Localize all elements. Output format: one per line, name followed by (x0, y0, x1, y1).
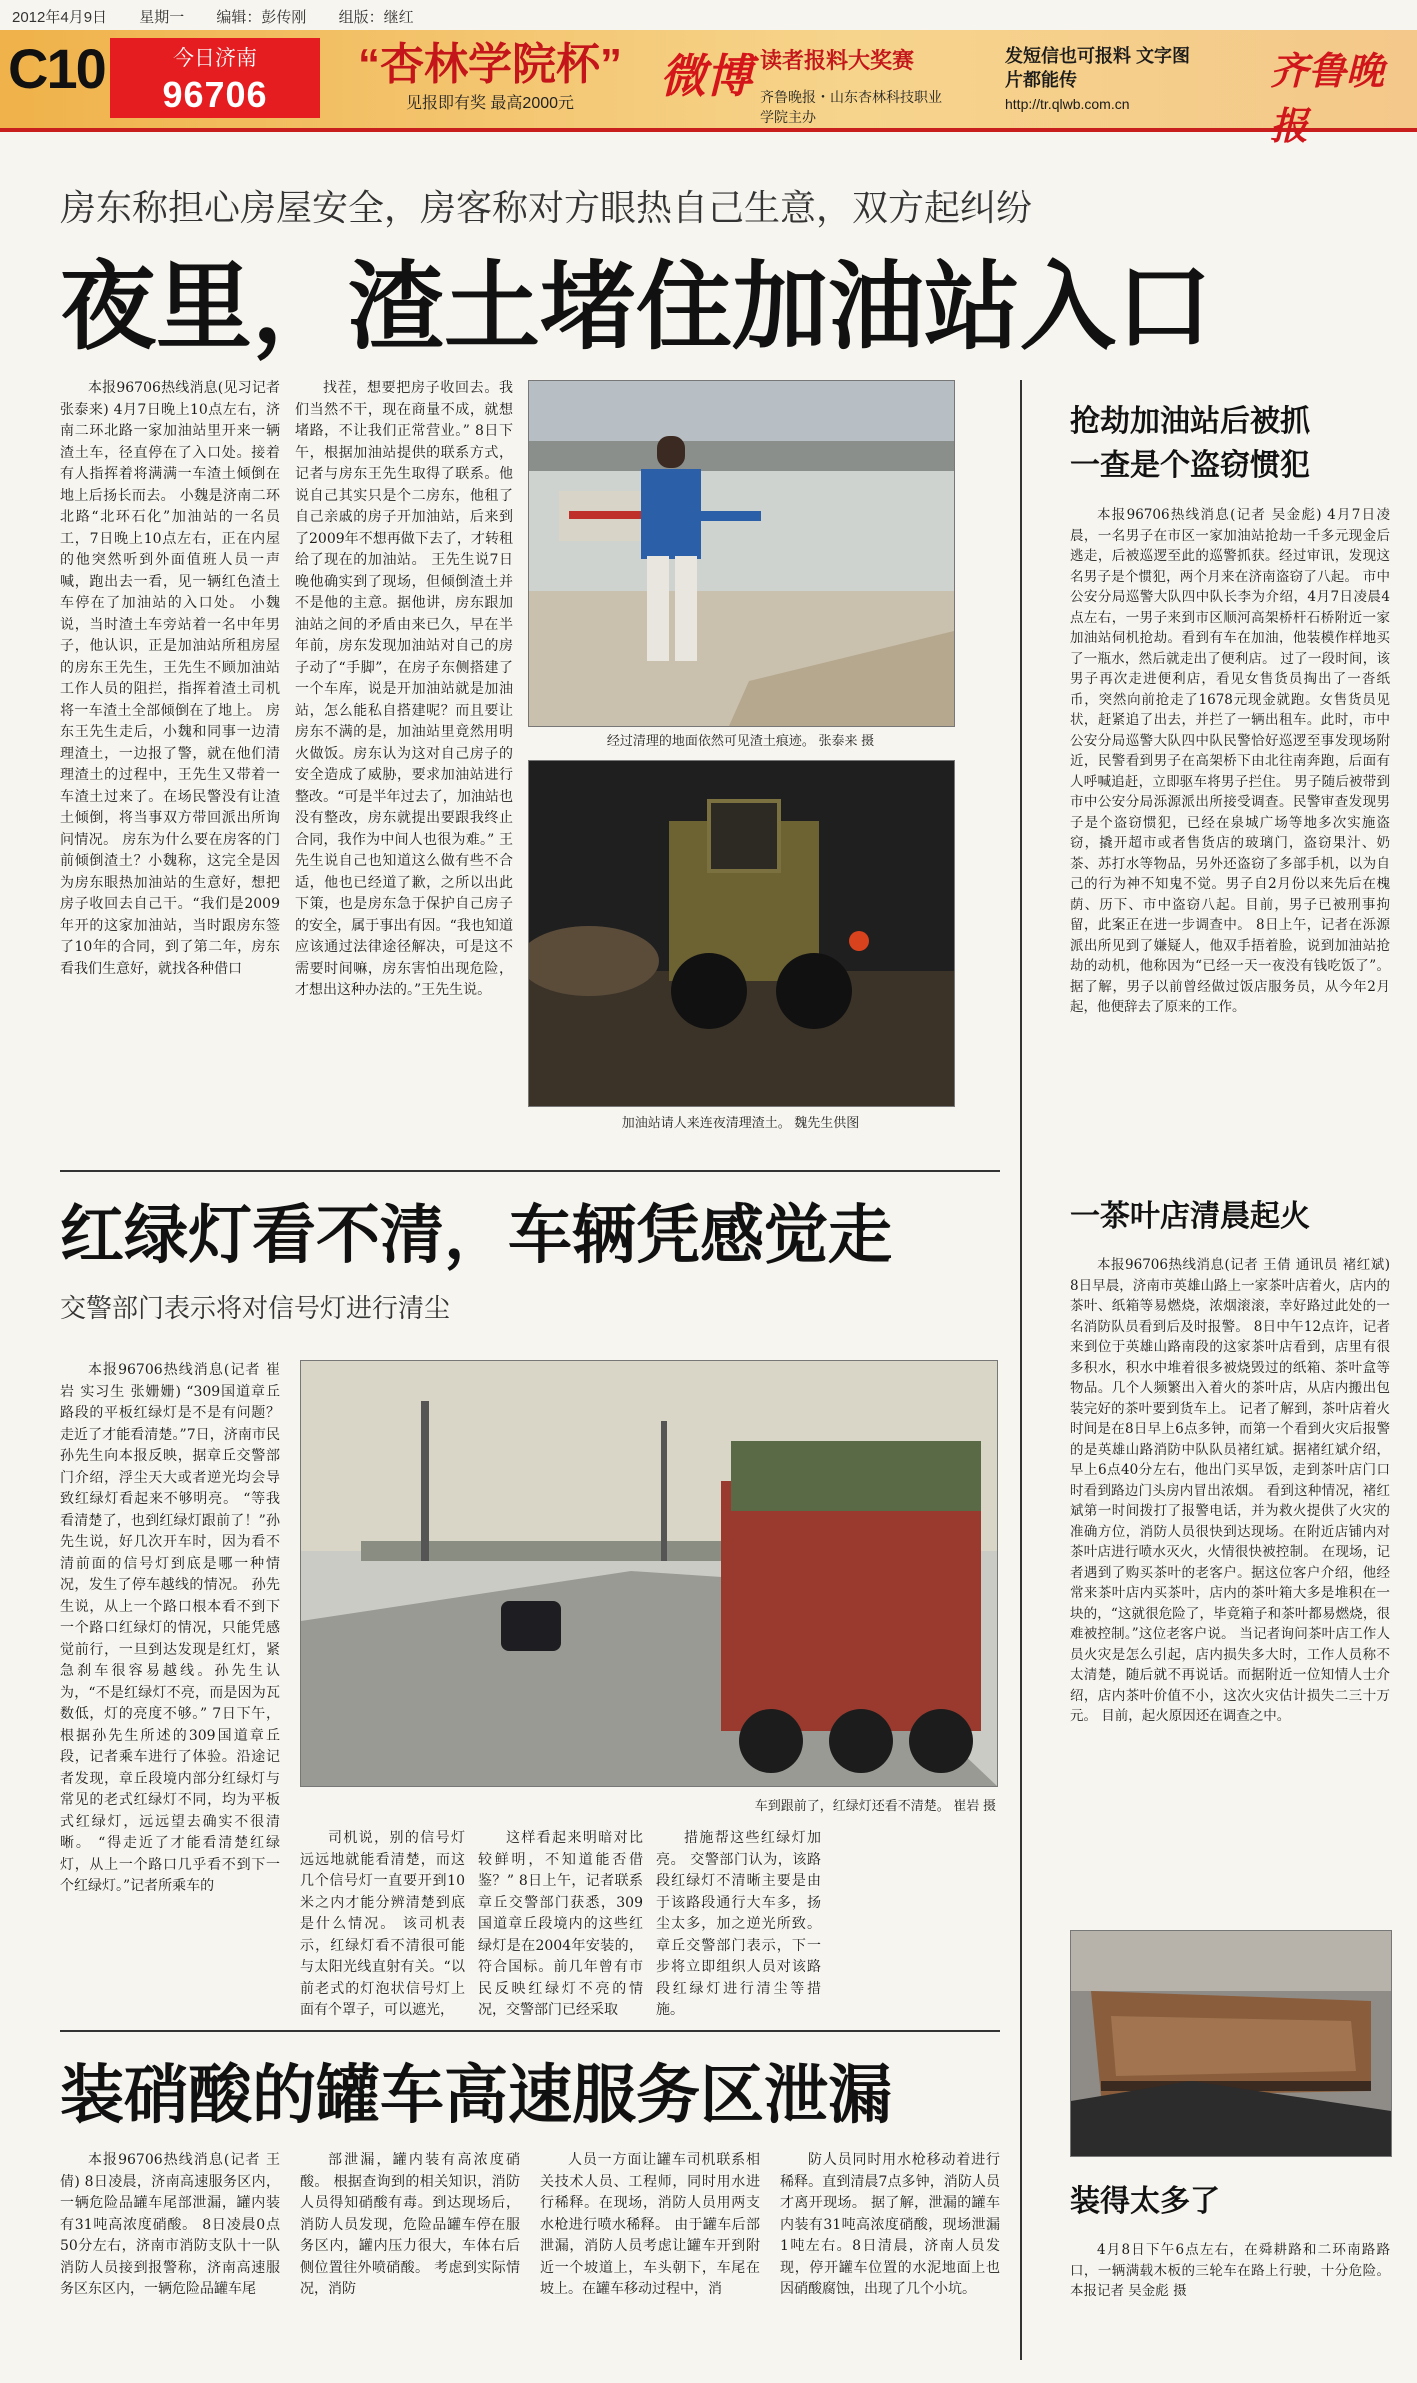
sidebar-story1-body: 本报96706热线消息(记者 吴金彪) 4月7日凌晨，一名男子在市区一家加油站抢劫一千多元现金后逃走，后被巡逻至此的巡警抓获。经过审讯，发现这名男子是个惯犯，两个月来在济南盗窃了八起。 市中公安分局巡警大队四中队长李为介绍，4月7日凌晨4点左右，一男子来到市区顺河高架桥杆石桥附近一家加油站伺机抢劫。看到有车在加油，他装模作样地买了一瓶水，然后就走出了便利店。 过了一段时间，该男子再次走进便利店，看见女售货员掏出了一沓纸币，突然向前抢走了1678元现金就跑。女售货员见状，赶紧追了出去，并拦了一辆出租车。此时，市中公安分局巡警大队四中队民警恰好巡逻至事发现场附近，民警看到男子在高架桥下由北往南奔跑，后面有人呼喊追赶，立即驱车将男子拦住。 男子随后被带到市中公安分局泺源派出所接受调查。民警审查发现男子是个盗窃惯犯，已经在泉城广场等地多次实施盗窃，撬开超市或者售货店的玻璃门，盗窃果汁、奶茶、苏打水等物品，另外还盗窃了多部手机，以为自己的行为神不知鬼不觉。男子自2月份以来先后在槐荫、历下、市中盗窃八起。目前，男子已被刑事拘留，此案正在进一步调查中。 8日上午，记者在泺源派出所见到了嫌疑人，他双手捂着脸，说到加油站抢劫的动机，他称因为“已经一天一夜没有钱吃饭了”。据了解，男子以前曾经做过饭店服务员，从今年2月起，他便辞去了原来的工作。 (1070, 507, 1390, 1015)
date-line (0, 6, 1417, 28)
story2-subhead: 交警部门表示将对信号灯进行清尘 (60, 1293, 451, 1323)
story2-column-2: 司机说，别的信号灯远远地就能看清楚，而这几个信号灯一直要开到10米之内才能分辨清楚到底是什么情况。 该司机表示，红绿灯看不清很可能与太阳光线直射有关。“以前老式的灯泡状信号灯上面有个罩子，可以遮光， (300, 1830, 465, 2018)
story1-column-1: 本报96706热线消息(见习记者 张泰来) 4月7日晚上10点左右，济南二环北路一家加油站里开来一辆渣土车，径直停在了入口处。接着有人指挥着将满满一车渣土倾倒在地上后扬长而去。 小魏是济南二环北路“北环石化”加油站的一名员工，7日晚上10点左右，正在内屋的他突然听到外面值班人员一声喊，跑出去一看，见一辆红色渣土车停在了加油站的入口处。 小魏说，当时渣土车旁站着一名中年男子，他认识，正是加油站所租房屋的房东王先生，王先生不顾加油站工作人员的阻拦，指挥着渣土司机将一车渣土全部倾倒在了地上。 房东王先生走后，小魏和同事一边清理渣土，一边报了警，就在他们清理渣土的过程中，王先生又带着一车渣土过来了。在场民警没有让渣土倾倒，将当事双方带回派出所询问情况。 房东为什么要在房客的门前倾倒渣土？小魏称，这完全是因为房东眼热加油站的生意好，想把房子收回去自己干。“我们是2009年开的这家加油站，当时跟房东签了10年的合同，到了第二年，房东看我们生意好，就找各种借口 (60, 380, 280, 977)
column-divider (1020, 380, 1022, 2360)
award-sponsor: 齐鲁晚报・山东杏林科技职业学院主办 (760, 89, 942, 125)
sidebar-story2-body: 本报96706热线消息(记者 王倩 通讯员 褚红斌) 8日早晨，济南市英雄山路上一家茶叶店着火，店内的茶叶、纸箱等易燃烧，浓烟滚滚，幸好路过此处的一名消防队员看到后及时报警。 8日中午12点许，记者来到位于英雄山路南段的这家茶叶店看到，店里有很多积水，积水中堆着很多被烧毁过的纸箱、茶叶盒等物品。几个人频繁出入着火的茶叶店，从店内搬出包装完好的茶叶要到货车上。 记者了解到，茶叶店着火时间是在8日早上6点多钟，而第一个看到火灾后报警的是英雄山路消防中队队员褚红斌。据褚红斌介绍，早上6点40分左右，他出门买早饭，走到茶叶店门口时看到路边门头房内冒出浓烟。 看到这种情况，褚红斌第一时间拨打了报警电话，并为救火提供了火灾的准确方位，消防人员很快到达现场。在附近店铺内对茶叶店进行喷水灭火，火情很快被控制。 在现场，记者遇到了购买茶叶的老客户。据这位客户介绍，他经常来茶叶店内买茶叶，店内的茶叶箱大多是堆积在一块的，“这就很危险了，毕竟箱子和茶叶都易燃烧，很难被控制。”这位老客户说。 当记者询问茶叶店工作人员火灾是怎么引起，店内损失多大时，工作人员称不太清楚，随后就不再说话。而据附近一位知情人士介绍，店内茶叶价值不小，这次火灾估计损失二三十万元。 目前，起火原因还在调查之中。 (1070, 1257, 1390, 1724)
photo3-caption: 车到跟前了，红绿灯还看不清楚。 崔岩 摄 (754, 1798, 996, 1813)
story3-headline: 装硝酸的罐车高速服务区泄漏 (60, 2059, 892, 2131)
sms-line: 发短信也可报料 文字图片都能传 (1005, 46, 1190, 90)
sidebar-story2-headline: 一茶叶店清晨起火 (1070, 1200, 1310, 1233)
photo-night-cleanup-image (529, 761, 954, 1106)
section-divider-1 (60, 1170, 1000, 1172)
report-url[interactable]: http://tr.qlwb.com.cn (1005, 96, 1130, 112)
newspaper-logo: 齐鲁晚报 (1270, 51, 1385, 148)
contest-subtitle: 见报即有奖 最高2000元 (405, 95, 575, 112)
photo-overloaded-tricycle-image (1071, 1931, 1391, 2156)
story3-column-4: 防人员同时用水枪移动着进行稀释。直到清晨7点多钟，消防人员才离开现场。 据了解，泄漏的罐车内装有31吨高浓度硝酸，现场泄漏1吨左右。8日清晨，济南人员发现，停开罐车位置的水泥地面上也因硝酸腐蚀，出现了几个小坑。 (780, 2152, 1000, 2297)
layout-editor: 组版：继红 (338, 9, 414, 26)
story2-headline: 红绿灯看不清，车辆凭感觉走 (60, 1199, 892, 1271)
section-label: 今日济南 (173, 47, 257, 70)
photo-night-cleanup (528, 760, 955, 1107)
weibo-label: 微博 (660, 50, 752, 102)
section-box (110, 38, 320, 118)
sms-block (1005, 44, 1205, 124)
page-number: C10 (8, 37, 105, 100)
story1-headline: 夜里，渣土堵住加油站入口 (60, 254, 1212, 361)
editor: 编辑：彭传刚 (216, 9, 307, 26)
photo1-caption: 经过清理的地面依然可见渣土痕迹。 张泰来 摄 (606, 733, 875, 748)
contest-title: “杏林学院杯” (358, 40, 622, 89)
sidebar-story1-head-line-2: 一查是个盗窃惯犯 (1070, 449, 1310, 482)
story2-column-4: 措施帮这些红绿灯加亮。 交警部门认为，该路段红绿灯不清晰主要是由于该路段通行大车多，扬尘太多，加之逆光所致。章丘交警部门表示，下一步将立即组织人员对该路段红绿灯进行清尘等措施。 (656, 1830, 821, 2018)
story2-column-3: 这样看起来明暗对比较鲜明，不知道能否借鉴？” 8日上午，记者联系章丘交警部门获悉，309国道章丘段境内的这些红绿灯是在2004年安装的，符合国标。前几年曾有市民反映红绿灯不亮的情况，交警部门已经采取 (478, 1830, 643, 2018)
photo-gas-station-man-image (529, 381, 954, 726)
contest-block (330, 40, 650, 120)
sidebar-story1-head-line-1: 抢劫加油站后被抓 (1070, 405, 1310, 438)
photo-traffic-lights (300, 1360, 998, 1787)
hotline-number: 96706 (162, 74, 268, 115)
section-divider-2 (60, 2030, 1000, 2032)
sidebar-story3-body: 4月8日下午6点左右，在舜耕路和二环南路路口，一辆满载木板的三轮车在路上行驶，十分危险。本报记者 吴金彪 摄 (1070, 2242, 1390, 2299)
photo2-caption: 加油站请人来连夜清理渣土。 魏先生供图 (621, 1115, 860, 1130)
story1-column-2: 找茬，想要把房子收回去。我们当然不干，现在商量不成，就想堵路，不让我们正常营业。” 8日下午，根据加油站提供的联系方式，记者与房东王先生取得了联系。他说自己其实只是个二房东，他租了自己亲戚的房子开加油站，后来到了2009年不想再做下去了，才转租给了现在的加油站。 王先生说7日晚他确实到了现场，但倾倒渣土并不是他的主意。据他讲，房东跟加油站之间的矛盾由来已久，早在半年前，房东发现加油站对自己的房子动了“手脚”，在房子东侧搭建了一个车库，说是开加油站就是加油站，怎么能私自搭建呢？而且要让房东不满的是，加油站里竟然用明火做饭。房东认为这对自己房子的安全造成了威胁，要求加油站进行整改。“可是半年过去了，加油站也没有整改，房东就提出要跟我终止合同，我作为中间人也很为难。” 王先生说自己也知道这么做有些不合适，他也已经道了歉，之所以出此下策，也是房东急于保护自己房子的安全，属于事出有因。“我也知道应该通过法律途径解决，可是这不需要时间嘛，房东害怕出现危险，才想出这种办法的。”王先生说。 (295, 380, 513, 998)
award-title: 读者报料大奖赛 (760, 48, 915, 73)
story3-column-2: 部泄漏，罐内装有高浓度硝酸。 根据查询到的相关知识，消防人员得知硝酸有毒。到达现场后，消防人员发现，危险品罐车停在服务区内，罐内压力很大，车体右后侧位置往外喷硝酸。 考虑到实际情况，消防 (300, 2152, 520, 2297)
story1-kicker: 房东称担心房屋安全，房客称对方眼热自己生意，双方起纠纷 (60, 187, 1033, 228)
award-block (760, 44, 950, 124)
story2-column-1: 本报96706热线消息(记者 崔岩 实习生 张姗姗) “309国道章丘路段的平板红绿灯是不是有问题？走近了才能看清楚。”7日，济南市民孙先生向本报反映，据章丘交警部门介绍，浮尘天大或者逆光均会导致红绿灯看起来不够明亮。 “等我看清楚了，也到红绿灯跟前了！”孙先生说，好几次开车时，因为看不清前面的信号灯到底是哪一种情况，发生了停车越线的情况。 孙先生说，从上一个路口根本看不到下一个路口红绿灯的情况，只能凭感觉前行，一旦到达发现是红灯，紧急刹车很容易越线。孙先生认为，“不是红绿灯不亮，而是因为瓦数低，灯的亮度不够。” 7日下午，根据孙先生所述的309国道章丘段，记者乘车进行了体验。沿途记者发现，章丘段境内部分红绿灯与常见的老式红绿灯不同，均为平板式红绿灯，远远望去确实不很清晰。 “得走近了才能看清楚红绿灯，从上一个路口几乎看不到下一个红绿灯。”记者所乘车的 (60, 1362, 280, 1894)
weekday: 星期一 (139, 9, 185, 26)
date: 2012年4月9日 (12, 9, 108, 26)
sidebar-story3-headline: 装得太多了 (1070, 2185, 1220, 2218)
photo-overloaded-tricycle (1070, 1930, 1392, 2157)
story3-column-3: 人员一方面让罐车司机联系相关技术人员、工程师，同时用水进行稀释。在现场，消防人员用两支水枪进行喷水稀释。 由于罐车后部泄漏，消防人员考虑让罐车开到附近一个坡道上，车头朝下，车尾在坡上。在罐车移动过程中，消 (540, 2152, 760, 2297)
photo-gas-station-man (528, 380, 955, 727)
story3-column-1: 本报96706热线消息(记者 王倩) 8日凌晨，济南高速服务区内，一辆危险品罐车尾部泄漏，罐内装有31吨高浓度硝酸。 8日凌晨0点50分左右，济南市消防支队十一队消防人员接到报警称，济南高速服务区东区内，一辆危险品罐车尾 (60, 2152, 280, 2297)
sidebar-story1-headline (1070, 400, 1390, 488)
photo-traffic-lights-image (301, 1361, 997, 1786)
